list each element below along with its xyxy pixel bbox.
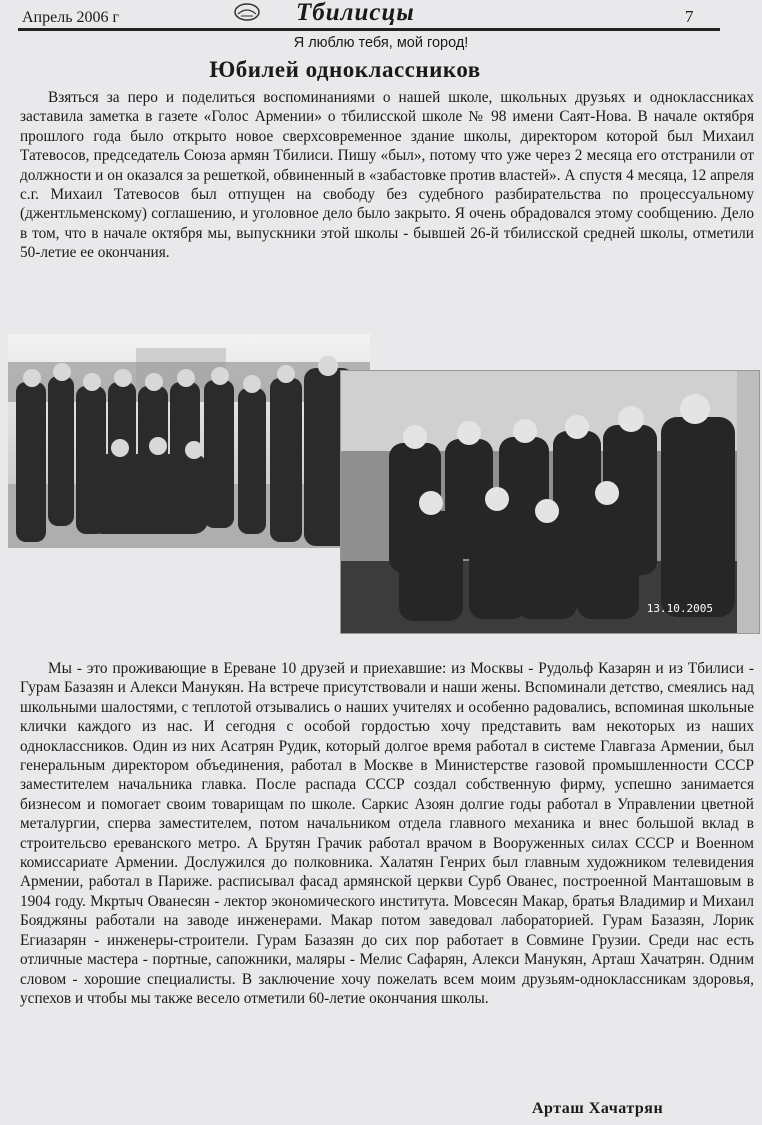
article-title: Юбилей одноклассников [209,57,481,82]
header-divider [18,28,720,31]
masthead-emblem-icon [232,2,262,22]
group-photo-standing [8,334,370,548]
article-paragraph-1: Взяться за перо и поделиться воспоминаниями о нашей школе, школьных друзьях и одноклассниках заставила заметка в газете «Голос Армении» о тбилисской школе № 98 имени Саят-Нова. В начале октября прошлого года было открыто новое сверхсовременное здание школы, директором которой был Михаил Татевосов, председатель Союза армян Тбилиси. Пишу «был», потому что уже через 2 месяца его отстранили от должности и он оказался за решеткой, обвиненный в «забастовке против властей». А спустя 4 месяца, 12 апреля с.г. Михаил Татевосов был отпущен на свободу без судебного разбирательства по процессуальному (джентльменскому) соглашению, и уголовное дело было закрыто. Я очень обрадовался этому сообщению. Дело в том, что в начале октября мы, выпускники этой школы - бывшей 26-й тбилисской средней школы, отметили 50-летие ее окончания. [20,89,754,262]
page-number: 7 [685,7,694,26]
article-paragraph-2: Мы - это проживающие в Ереване 10 друзей и приехавшие: из Москвы - Рудольф Казарян и из Тбилиси - Гурам Базазян и Алекси Манукян. На встрече присутствовали и наши жены. Вспоминали детство, смеялись над школьными шалостями, с теплотой отзывались о наших учителях и особенно радовались, вспоминая школьные клички каждого из нас. И сегодня с особой гордостью хочу представить вам некоторых из наших одноклассников. Один из них Асатрян Рудик, который долгое время работал в системе Главгаза Армении, был генеральным директором объединения, работал в Москве в Министерстве газовой промышленности СССР заместителем начальника главка. После распада СССР создал собственную фирму, успешно занимается бизнесом и помогает своим товарищам по школе. Саркис Азоян долгие годы работал в Управлении цветной металургии, сперва заместителем, потом начальником отдела главного механика и внес большой вклад в строительсво ереванского метро. А Брутян Грачик работал врачом в Вооруженных силах СССР и Военном комиссариате Армении. Дослужился до полковника. Халатян Генрих был главным художником телевидения Армении, работал в Париже. расписывал фасад армянской церкви Сурб Ованес, построенной Манташовым в 1904 году. Мкртыч Ованесян - лектор экономического института. Мовсесян Макар, братья Владимир и Михаил Бояджяны работали на заводе инженерами. Макар потом заведовал лабораторией. Гурам Базазян, Лорик Егиазарян - инженеры-строители. Гурам Базазян до сих пор работает в Совмине Грузии. Среди нас есть отличные мастера - портные, сапожники, маляры - Мелис Сафарян, Алекси Манукян, Арташ Хачатрян. Одним словом - хорошие специалисты. В заключение хочу пожелать всем моим друзьям-одноклассникам здоровья, успехов и чтобы мы также весело отметили 60-летие окончания школы. [20,660,754,1007]
newspaper-masthead: Тбилисцы [296,0,415,26]
section-heading: Я люблю тебя, мой город! [293,35,469,51]
photo-timestamp: 13.10.2005 [646,602,713,615]
article-author: Арташ Хачатрян [532,1100,664,1117]
issue-date: Апрель 2006 г [22,9,120,26]
group-photo-seated [340,370,760,634]
